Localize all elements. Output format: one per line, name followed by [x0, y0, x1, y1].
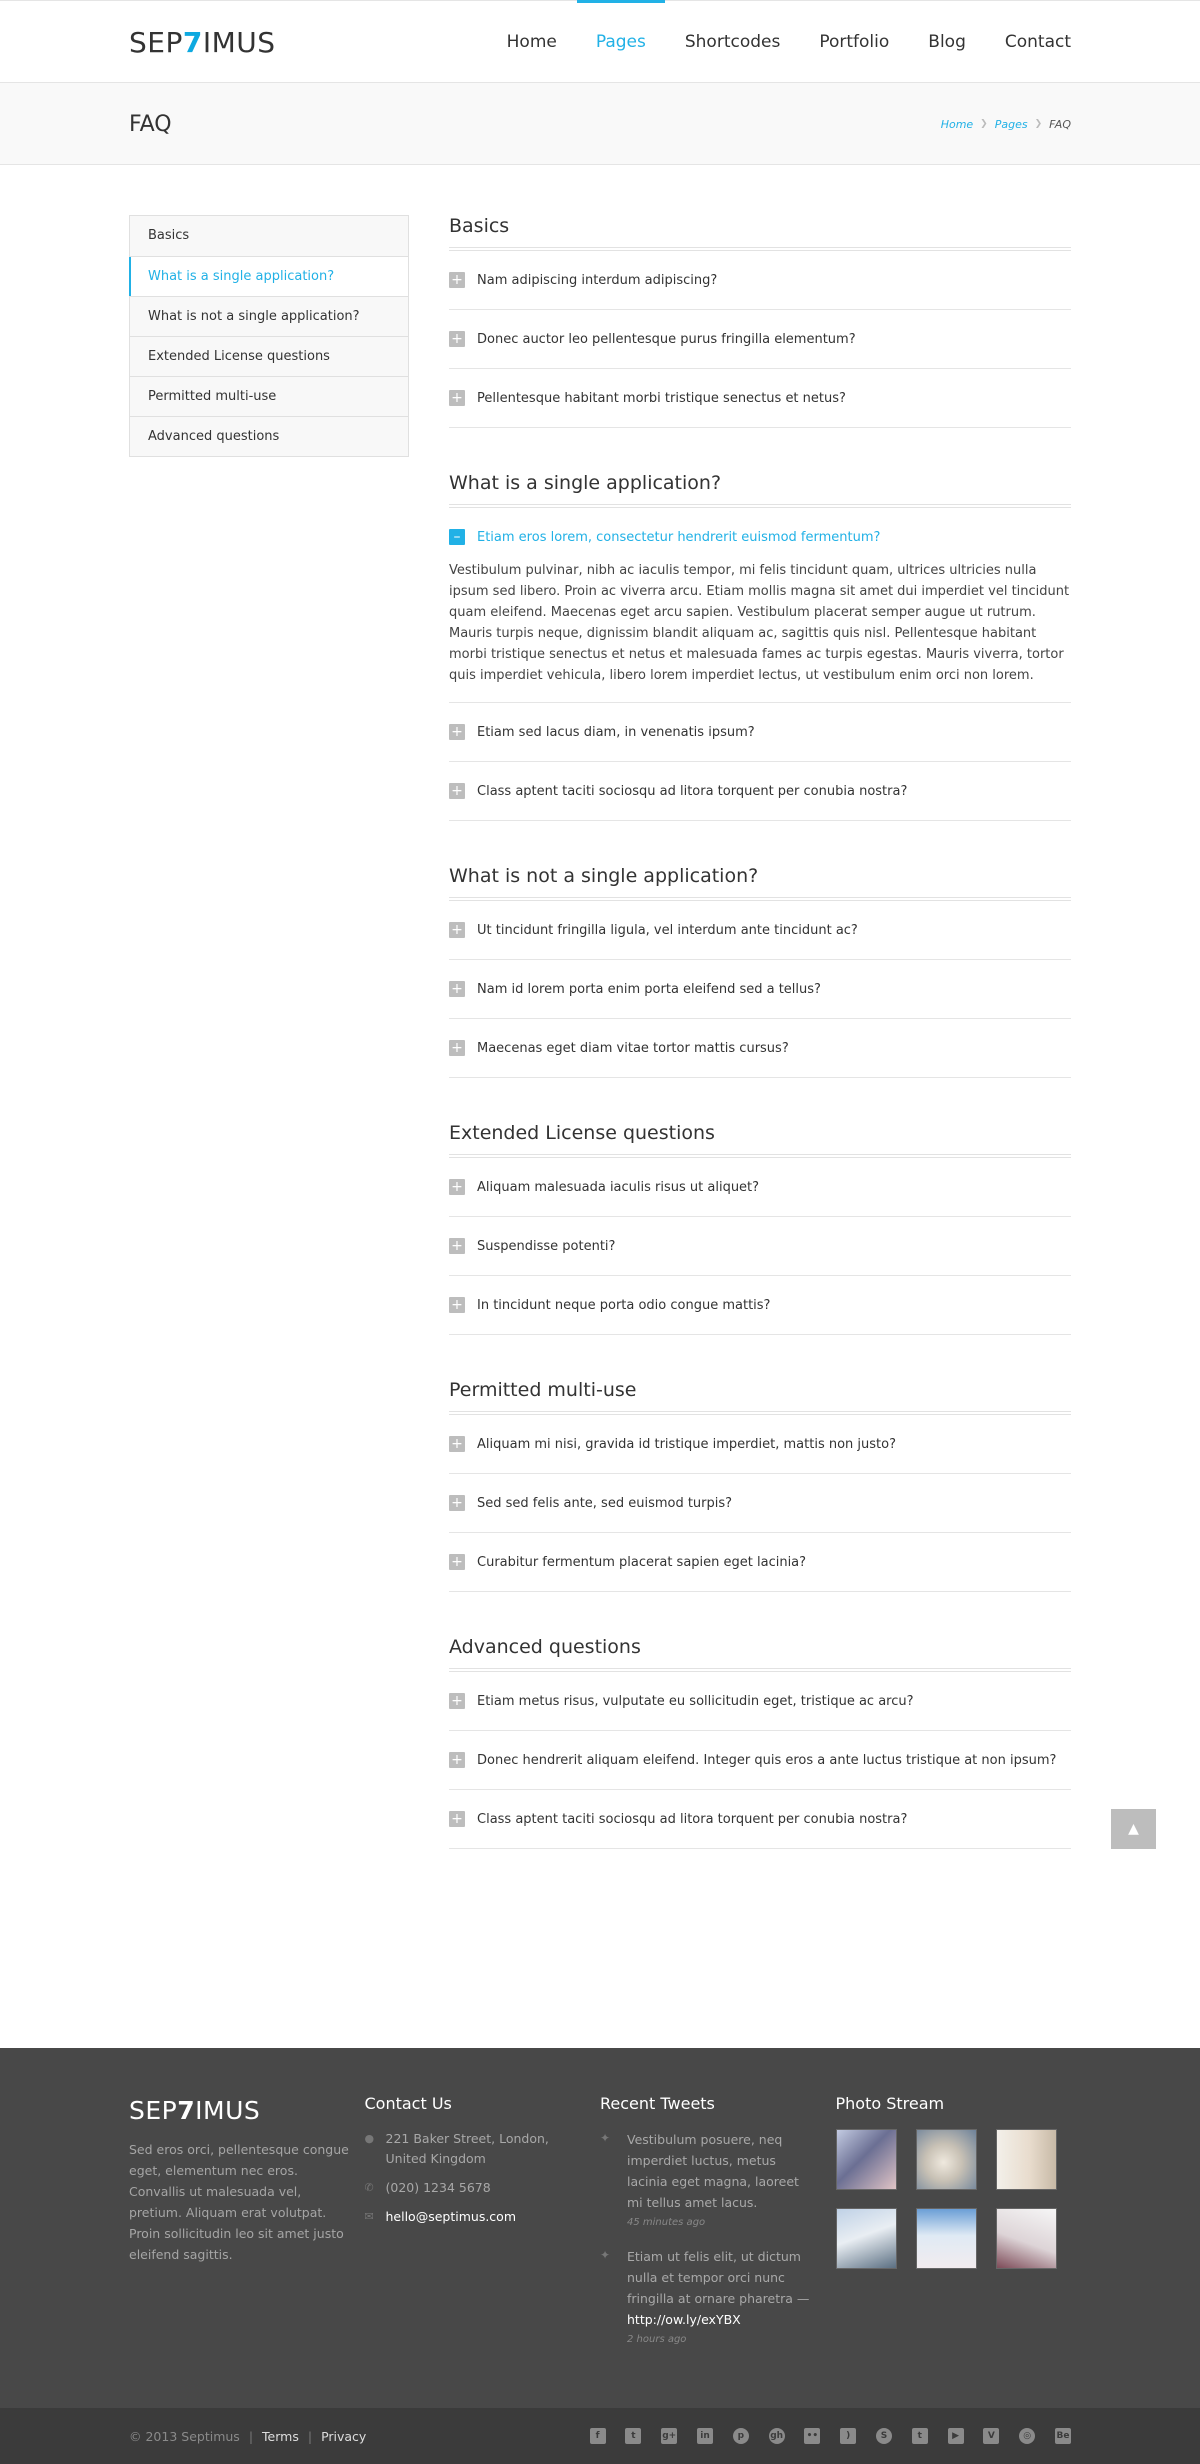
- nav-blog[interactable]: Blog: [928, 32, 966, 52]
- footer-photo-stream: [836, 2094, 1072, 2363]
- youtube-icon[interactable]: ▶: [948, 2428, 964, 2444]
- tweet-time: 2 hours ago: [627, 2334, 687, 2345]
- faq-question[interactable]: Class aptent taciti sociosqu ad litora torquent per conubia nostra?: [477, 783, 908, 799]
- tweet-text: Vestibulum posuere, neq imperdiet luctus, metus lacinia eget magna, laoreet mi tellus amet lacus.: [627, 2132, 799, 2210]
- plus-icon[interactable]: +: [449, 331, 465, 347]
- terms-link[interactable]: Terms: [262, 2428, 299, 2444]
- social-links: [590, 2428, 1071, 2444]
- phone-icon: ✆: [364, 2181, 374, 2194]
- facebook-icon[interactable]: f: [590, 2428, 606, 2444]
- skype-icon[interactable]: S: [876, 2428, 892, 2444]
- plus-icon[interactable]: +: [449, 1040, 465, 1056]
- envelope-icon: ✉: [364, 2210, 374, 2223]
- plus-icon[interactable]: +: [449, 1238, 465, 1254]
- faq-section-single-application: [449, 472, 1071, 821]
- photo-thumbnail[interactable]: [836, 2208, 897, 2269]
- faq-item[interactable]: [449, 310, 1071, 369]
- footer-tweets: [600, 2094, 836, 2363]
- tweet-time: 45 minutes ago: [627, 2217, 706, 2228]
- faq-item[interactable]: [449, 703, 1071, 762]
- faq-answer: Vestibulum pulvinar, nibh ac iaculis tempor, mi felis tincidunt quam, ultrices ultricies nulla ipsum sed libero. Proin ac viverra arcu. Etiam mollis magna sit amet dui imperdiet vel tincidunt quam eleifend. Maecenas eget arcu sapien. Vestibulum placerat semper augue ut rutrum. Mauris turpis neque, dignissim blandit aliquam ac, sagittis quis nisl. Pellentesque habitant morbi tristique senectus et netus et malesuada fames ac turpis egestas. Mauris viverra, tortor quis imperdiet vehicula, libero lorem imperdiet lectus, ut vestibulum enim orci non lorem.: [449, 563, 1070, 683]
- copyright: [129, 2429, 366, 2444]
- minus-icon[interactable]: –: [449, 529, 465, 545]
- footer-heading: Photo Stream: [835, 2094, 945, 2113]
- breadcrumb-pages[interactable]: Pages: [994, 117, 1028, 131]
- faq-question[interactable]: Etiam sed lacus diam, in venenatis ipsum?: [477, 724, 755, 740]
- photo-thumbnail[interactable]: [836, 2129, 897, 2190]
- site-footer: [0, 2048, 1200, 2408]
- plus-icon[interactable]: +: [449, 1811, 465, 1827]
- faq-item[interactable]: [449, 1019, 1071, 1078]
- plus-icon[interactable]: +: [449, 1554, 465, 1570]
- twitter-icon: ✦: [600, 2248, 611, 2262]
- faq-content: [449, 215, 1139, 1893]
- main-content: [0, 165, 1200, 2048]
- faq-question[interactable]: Nam id lorem porta enim porta eleifend sed a tellus?: [477, 981, 821, 997]
- sidebar-item-single-application[interactable]: What is a single application?: [130, 256, 408, 296]
- main-nav: [507, 1, 1071, 83]
- faq-question[interactable]: Donec hendrerit aliquam eleifend. Integer quis eros a ante luctus tristique at non ipsum?: [477, 1752, 1057, 1768]
- site-logo[interactable]: SEP7IMUS: [129, 25, 276, 59]
- plus-icon[interactable]: +: [449, 922, 465, 938]
- plus-icon[interactable]: +: [449, 783, 465, 799]
- faq-item[interactable]: [449, 901, 1071, 960]
- faq-question[interactable]: Pellentesque habitant morbi tristique senectus et netus?: [477, 390, 846, 406]
- nav-contact[interactable]: Contact: [1004, 32, 1071, 52]
- faq-question[interactable]: Suspendisse potenti?: [477, 1238, 616, 1254]
- flickr-icon[interactable]: ••: [804, 2428, 820, 2444]
- tweet-item: [600, 2129, 836, 2228]
- contact-phone: (020) 1234 5678: [385, 2180, 491, 2195]
- divider: |: [248, 2428, 254, 2444]
- breadcrumb-current: FAQ: [1049, 117, 1071, 131]
- photo-grid: [836, 2129, 1072, 2269]
- chevron-right-icon: ❯: [980, 119, 988, 129]
- faq-item[interactable]: [449, 1790, 1071, 1849]
- dribbble-icon[interactable]: ◎: [1019, 2428, 1035, 2444]
- behance-icon[interactable]: Be: [1055, 2428, 1071, 2444]
- privacy-link[interactable]: Privacy: [321, 2428, 367, 2444]
- sidebar-item-advanced-questions[interactable]: Advanced questions: [130, 416, 408, 456]
- plus-icon[interactable]: +: [449, 1693, 465, 1709]
- photo-thumbnail[interactable]: [916, 2208, 977, 2269]
- faq-section-advanced-questions: [449, 1636, 1139, 1849]
- section-title: Extended License questions: [449, 1122, 1071, 1158]
- bottom-bar: [0, 2408, 1200, 2464]
- google-plus-icon[interactable]: g+: [661, 2428, 677, 2444]
- section-title: Permitted multi-use: [449, 1379, 1071, 1415]
- plus-icon[interactable]: +: [449, 1495, 465, 1511]
- tweet-text: Etiam ut felis elit, ut dictum nulla et tempor orci nunc fringilla at ornare pharetra —: [627, 2249, 810, 2306]
- faq-question[interactable]: Donec auctor leo pellentesque purus fringilla elementum?: [477, 331, 856, 347]
- faq-item[interactable]: [449, 960, 1071, 1019]
- faq-item[interactable]: [449, 1415, 1071, 1474]
- footer-logo[interactable]: SEP7IMUS: [129, 2096, 261, 2125]
- site-header: [0, 1, 1200, 83]
- footer-heading: Contact Us: [364, 2094, 452, 2113]
- faq-sidebar: [129, 215, 409, 457]
- sidebar-item-permitted-multi-use[interactable]: Permitted multi-use: [130, 376, 408, 416]
- section-title: What is a single application?: [449, 472, 1071, 508]
- plus-icon[interactable]: +: [449, 1436, 465, 1452]
- footer-heading: Recent Tweets: [600, 2094, 715, 2113]
- faq-item-open[interactable]: [449, 508, 1071, 703]
- faq-section-basics: [449, 215, 1071, 428]
- faq-question[interactable]: Nam adipiscing interdum adipiscing?: [477, 272, 718, 288]
- page-title: FAQ: [129, 111, 172, 137]
- faq-question[interactable]: Class aptent taciti sociosqu ad litora torquent per conubia nostra?: [477, 1811, 908, 1827]
- pinterest-icon[interactable]: p: [733, 2428, 749, 2444]
- sidebar-item-basics[interactable]: Basics: [148, 228, 190, 243]
- tweet-link[interactable]: http://ow.ly/exYBX: [627, 2312, 741, 2327]
- plus-icon[interactable]: +: [449, 981, 465, 997]
- plus-icon[interactable]: +: [449, 724, 465, 740]
- faq-item[interactable]: [449, 1276, 1071, 1335]
- plus-icon[interactable]: +: [449, 390, 465, 406]
- faq-question[interactable]: Etiam eros lorem, consectetur hendrerit euismod fermentum?: [477, 529, 881, 545]
- nav-home[interactable]: Home: [506, 32, 557, 52]
- nav-portfolio[interactable]: Portfolio: [819, 32, 890, 52]
- linkedin-icon[interactable]: in: [697, 2428, 713, 2444]
- sidebar-item-not-single-application[interactable]: What is not a single application?: [130, 296, 408, 336]
- footer-contact: [365, 2094, 601, 2363]
- plus-icon[interactable]: +: [449, 1179, 465, 1195]
- plus-icon[interactable]: +: [449, 272, 465, 288]
- faq-item[interactable]: [449, 1672, 1071, 1731]
- back-to-top-button[interactable]: [1111, 1809, 1156, 1849]
- photo-thumbnail[interactable]: [996, 2129, 1057, 2190]
- faq-item[interactable]: [449, 1474, 1071, 1533]
- faq-item[interactable]: [449, 369, 1071, 428]
- faq-question[interactable]: In tincidunt neque porta odio congue mattis?: [477, 1297, 771, 1313]
- copyright-text: © 2013 Septimus: [129, 2428, 240, 2444]
- plus-icon[interactable]: +: [449, 1297, 465, 1313]
- photo-thumbnail[interactable]: [996, 2208, 1057, 2269]
- title-bar: [0, 83, 1200, 165]
- faq-question[interactable]: Maecenas eget diam vitae tortor mattis cursus?: [477, 1040, 789, 1056]
- faq-item[interactable]: [449, 251, 1071, 310]
- faq-question[interactable]: Aliquam malesuada iaculis risus ut aliquet?: [477, 1179, 760, 1195]
- photo-thumbnail[interactable]: [916, 2129, 977, 2190]
- contact-address: 221 Baker Street, London, United Kingdom: [385, 2131, 549, 2166]
- section-title: Advanced questions: [449, 1636, 1071, 1672]
- map-pin-icon: ●: [364, 2132, 375, 2145]
- faq-section-permitted-multi-use: [449, 1379, 1071, 1592]
- sidebar-item-extended-license[interactable]: Extended License questions: [130, 336, 408, 376]
- contact-email[interactable]: hello@septimus.com: [385, 2209, 516, 2224]
- footer-about-text: Sed eros orci, pellentesque congue eget, elementum nec eros. Convallis ut malesuada vel, pretium. Aliquam erat volutpat. Proin sollicitudin leo sit amet justo eleifend sagittis.: [129, 2142, 349, 2262]
- breadcrumb: [941, 118, 1071, 131]
- faq-question[interactable]: Ut tincidunt fringilla ligula, vel interdum ante tincidunt ac?: [477, 922, 858, 938]
- section-title: What is not a single application?: [449, 865, 1071, 901]
- faq-item[interactable]: [449, 1217, 1071, 1276]
- tumblr-icon[interactable]: t: [912, 2428, 928, 2444]
- faq-section-extended-license: [449, 1122, 1071, 1335]
- github-icon[interactable]: gh: [769, 2428, 785, 2444]
- faq-question[interactable]: Curabitur fermentum placerat sapien eget lacinia?: [477, 1554, 807, 1570]
- footer-about: [129, 2094, 365, 2363]
- twitter-icon: ✦: [600, 2131, 611, 2145]
- rss-icon[interactable]: ): [840, 2428, 856, 2444]
- faq-item[interactable]: [449, 1731, 1071, 1790]
- faq-item[interactable]: [449, 1533, 1071, 1592]
- faq-item[interactable]: [449, 762, 1071, 821]
- tweet-item: [600, 2246, 836, 2345]
- section-title: Basics: [449, 215, 1071, 251]
- vimeo-icon[interactable]: V: [983, 2428, 999, 2444]
- faq-question[interactable]: Sed sed felis ante, sed euismod turpis?: [477, 1495, 733, 1511]
- faq-section-not-single-application: [449, 865, 1071, 1078]
- nav-shortcodes[interactable]: Shortcodes: [684, 32, 781, 52]
- faq-question[interactable]: Etiam metus risus, vulputate eu sollicitudin eget, tristique ac arcu?: [477, 1693, 914, 1709]
- divider: |: [307, 2428, 313, 2444]
- plus-icon[interactable]: +: [449, 1752, 465, 1768]
- breadcrumb-home[interactable]: Home: [940, 117, 974, 131]
- nav-pages[interactable]: Pages: [596, 1, 646, 83]
- arrow-up-icon: ▲: [1128, 1821, 1139, 1837]
- faq-question[interactable]: Aliquam mi nisi, gravida id tristique imperdiet, mattis non justo?: [477, 1436, 896, 1452]
- faq-item[interactable]: [449, 1158, 1071, 1217]
- chevron-right-icon: ❯: [1034, 119, 1043, 129]
- twitter-icon[interactable]: t: [625, 2428, 641, 2444]
